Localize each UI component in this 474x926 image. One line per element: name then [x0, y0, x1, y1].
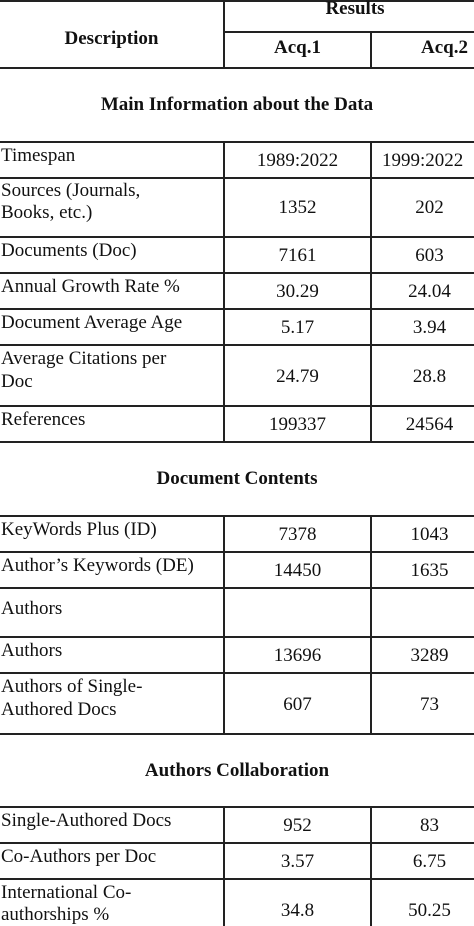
cell-single-authors-acq2: 73: [420, 694, 439, 715]
row-label-coauthors: Co-Authors per Doc: [1, 846, 157, 867]
row-label-timespan: Timespan: [1, 145, 76, 166]
header-acq2: Acq.2: [421, 37, 468, 58]
row-label-author-keywords: Author’s Keywords (DE): [1, 555, 194, 576]
cell-references-acq1: 199337: [269, 414, 326, 435]
cell-keywords-plus-acq2: 1043: [410, 524, 449, 545]
cell-authors-acq1: 13696: [273, 645, 322, 666]
cell-citations-acq1: 24.79: [276, 366, 319, 387]
section-title-contents: Document Contents: [156, 468, 318, 489]
row-label-single-docs: Single-Authored Docs: [1, 810, 172, 831]
header-description: Description: [64, 28, 159, 49]
row-label-citations-line1: Average Citations per: [1, 348, 167, 369]
cell-single-docs-acq1: 952: [283, 815, 312, 836]
section-title-collab: Authors Collaboration: [144, 760, 330, 781]
cell-coauthors-acq2: 6.75: [412, 851, 447, 872]
cell-authors-acq2: 3289: [410, 645, 449, 666]
cell-timespan-acq2: 1999:2022: [382, 150, 464, 171]
section-title-main: Main Information about the Data: [100, 94, 374, 115]
row-label-intl-line2: authorships %: [1, 904, 110, 925]
row-label-keywords-plus: KeyWords Plus (ID): [1, 519, 157, 540]
row-label-intl-line1: International Co-: [1, 882, 132, 903]
cell-sources-acq2: 202: [415, 197, 444, 218]
cell-growth-acq1: 30.29: [276, 281, 319, 302]
cell-intl-acq1: 34.8: [280, 900, 315, 921]
row-label-single-authors-line2: Authored Docs: [1, 699, 117, 720]
cell-timespan-acq1: 1989:2022: [256, 150, 339, 171]
row-label-sources-line1: Sources (Journals,: [1, 180, 141, 201]
row-label-single-authors-line1: Authors of Single-: [1, 676, 143, 697]
cell-coauthors-acq1: 3.57: [280, 851, 315, 872]
row-label-authors: Authors: [1, 640, 63, 661]
row-label-age: Document Average Age: [1, 312, 183, 333]
cell-author-keywords-acq1: 14450: [273, 560, 322, 581]
cell-documents-acq1: 7161: [278, 245, 317, 266]
row-label-authors-group: Authors: [1, 598, 63, 619]
header-acq1: Acq.1: [274, 37, 321, 58]
cell-references-acq2: 24564: [405, 414, 454, 435]
cell-growth-acq2: 24.04: [408, 281, 451, 302]
row-label-sources-line2: Books, etc.): [1, 202, 93, 223]
cell-keywords-plus-acq1: 7378: [278, 524, 317, 545]
cell-sources-acq1: 1352: [278, 197, 317, 218]
cell-documents-acq2: 603: [415, 245, 444, 266]
cell-single-authors-acq1: 607: [283, 694, 312, 715]
cell-age-acq1: 5.17: [280, 317, 315, 338]
cell-citations-acq2: 28.8: [412, 366, 447, 387]
row-label-references: References: [1, 409, 86, 430]
cell-author-keywords-acq2: 1635: [410, 560, 449, 581]
cell-intl-acq2: 50.25: [408, 900, 451, 921]
cell-age-acq2: 3.94: [412, 317, 447, 338]
cell-single-docs-acq2: 83: [420, 815, 439, 836]
row-label-documents: Documents (Doc): [1, 240, 137, 261]
row-label-citations-line2: Doc: [1, 371, 33, 392]
row-label-growth: Annual Growth Rate %: [1, 276, 180, 297]
header-results: Results: [325, 0, 385, 19]
